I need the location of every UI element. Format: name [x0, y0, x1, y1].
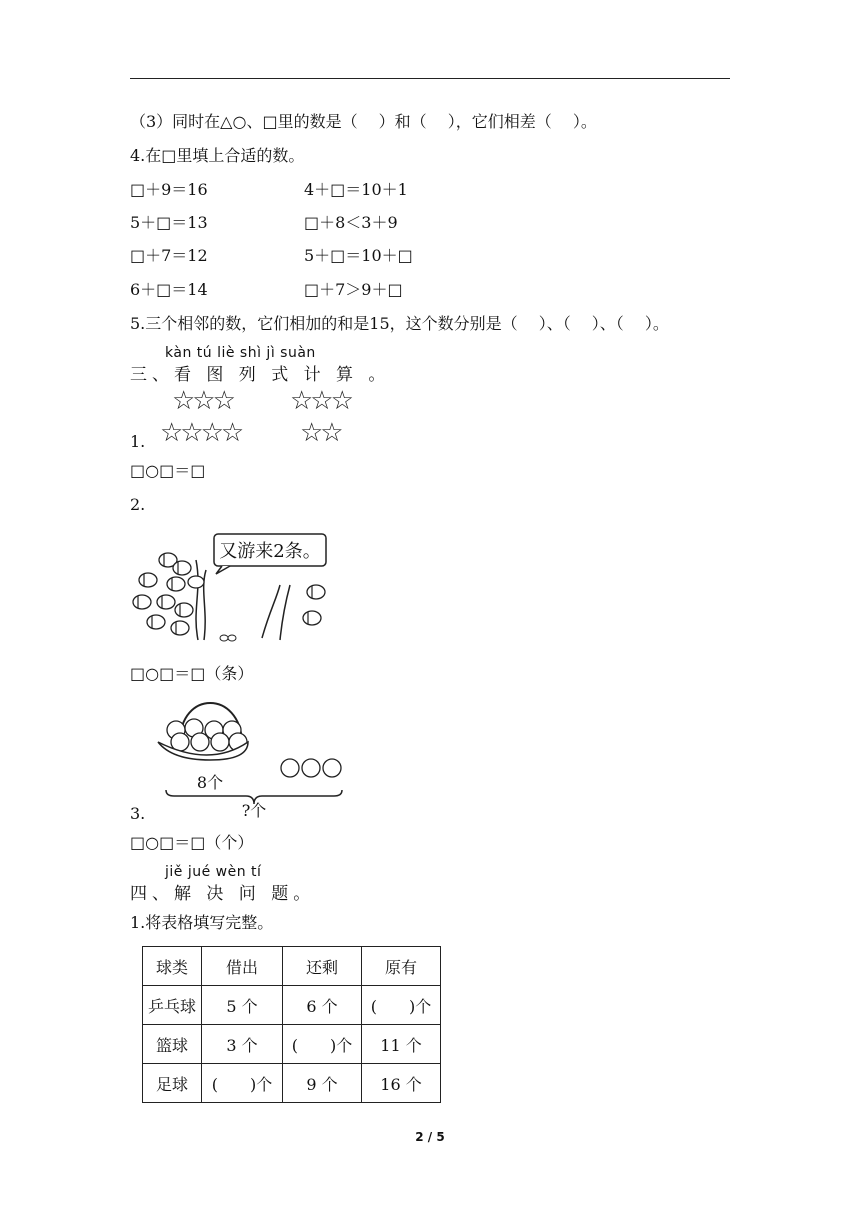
problem-3-number: 3. [130, 804, 146, 823]
table-row [143, 1064, 441, 1103]
section-4-title: 四、解 决 问 题。 [130, 884, 316, 904]
speech-bubble-text: 又游来2条。 [219, 541, 321, 562]
table-cell: 16 个 [362, 1064, 441, 1103]
table-header-cell: 借出 [202, 947, 283, 986]
equation: □＋7＝12 [130, 246, 208, 265]
star-row-top-right: ☆☆☆ [290, 386, 351, 416]
table-cell: 篮球 [143, 1025, 202, 1064]
ball-table [142, 946, 441, 1103]
table-cell: 乒乓球 [143, 986, 202, 1025]
table-header-cell: 球类 [143, 947, 202, 986]
apple-basket-illustration [130, 690, 360, 820]
equation: □＋8＜3＋9 [304, 213, 398, 232]
table-cell: ( )个 [202, 1064, 283, 1103]
table-cell: 9 个 [283, 1064, 362, 1103]
question-3-sub: （3）同时在△○、□里的数是（ ）和（ ），它们相差（ ）。 [130, 112, 597, 131]
problem-1-number: 1. [130, 432, 146, 451]
fish-illustration [130, 530, 340, 648]
question-4-title: 4.在□里填上合适的数。 [130, 146, 305, 165]
page-number: 2 / 5 [415, 1130, 445, 1144]
section-4-pinyin: jiě jué wèn tí [165, 864, 262, 880]
table-row [143, 1025, 441, 1064]
equation: □＋7＞9＋□ [304, 280, 403, 299]
equation: 5＋□＝10＋□ [304, 246, 413, 265]
apple-left-label: 8个 [196, 773, 224, 792]
star-row-top-left: ☆☆☆ [172, 386, 233, 416]
question-1-title: 1.将表格填写完整。 [130, 913, 274, 932]
table-header-cell: 还剩 [283, 947, 362, 986]
problem-3-formula: □○□＝□（个） [130, 833, 254, 852]
table-header-cell: 原有 [362, 947, 441, 986]
table-row [143, 986, 441, 1025]
apple-total-label: ?个 [241, 801, 267, 820]
star-row-bottom-right: ☆☆ [300, 418, 341, 448]
problem-2-formula: □○□＝□（条） [130, 664, 254, 683]
table-cell: 3 个 [202, 1025, 283, 1064]
table-cell: 5 个 [202, 986, 283, 1025]
question-5: 5.三个相邻的数，它们相加的和是15，这个数分别是（ ）、（ ）、（ ）。 [130, 314, 669, 333]
table-cell: ( )个 [283, 1025, 362, 1064]
table-cell: 11 个 [362, 1025, 441, 1064]
star-row-bottom-left: ☆☆☆☆ [160, 418, 242, 448]
equation: 4＋□＝10＋1 [304, 180, 408, 199]
equation: □＋9＝16 [130, 180, 208, 199]
equation: 6＋□＝14 [130, 280, 208, 299]
problem-1-formula: □○□＝□ [130, 461, 206, 480]
equation: 5＋□＝13 [130, 213, 208, 232]
header-rule [130, 78, 730, 79]
table-cell: ( )个 [362, 986, 441, 1025]
table-cell: 足球 [143, 1064, 202, 1103]
section-3-pinyin: kàn tú liè shì jì suàn [165, 345, 316, 361]
problem-2-number: 2. [130, 495, 146, 514]
table-header-row [143, 947, 441, 986]
section-3-title: 三、看 图 列 式 计 算 。 [130, 365, 391, 385]
table-cell: 6 个 [283, 986, 362, 1025]
